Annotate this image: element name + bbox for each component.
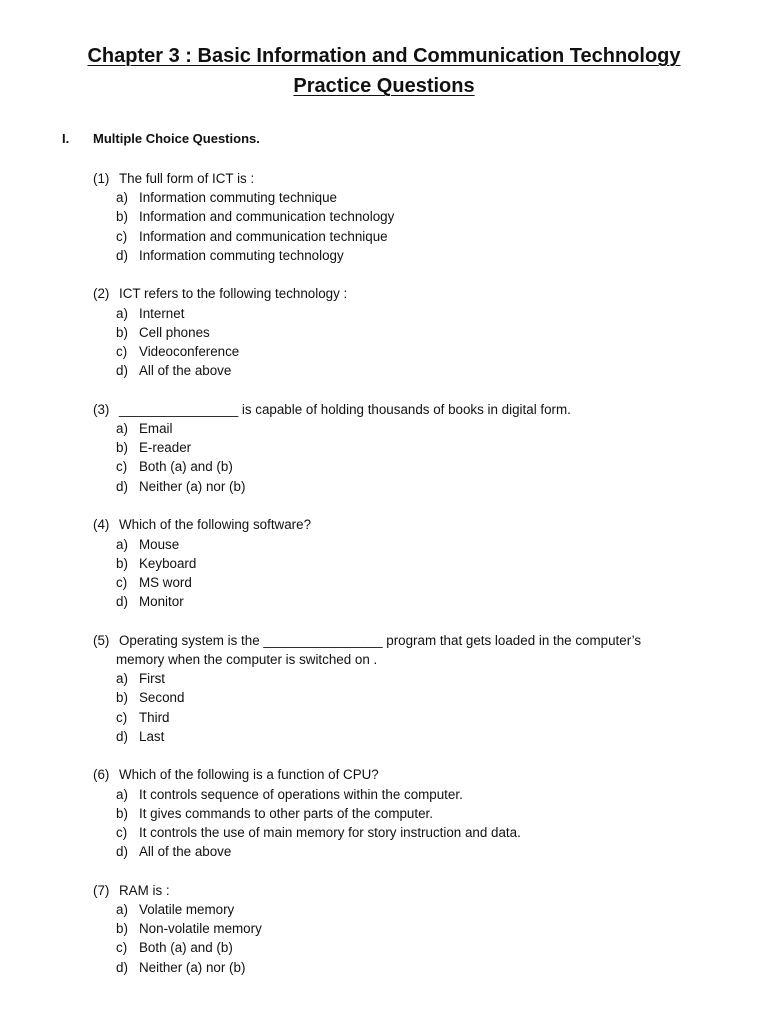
question-text: RAM is :	[119, 882, 170, 898]
option-letter: b)	[116, 209, 128, 225]
question-2	[0, 284, 768, 380]
option-text: Email	[139, 421, 173, 437]
option-c	[0, 573, 768, 592]
question-text: Operating system is the ________________ program that gets loaded in the computer’s	[119, 632, 642, 648]
option-text: Videoconference	[139, 344, 240, 359]
question-line	[0, 400, 768, 419]
option-letter: c)	[116, 228, 128, 244]
question-4	[0, 515, 768, 611]
option-d	[0, 477, 768, 496]
question-number: (4)	[93, 517, 110, 533]
option-text: All of the above	[139, 844, 232, 860]
option-letter: a)	[116, 536, 128, 552]
option-letter: d)	[116, 728, 128, 744]
option-a	[0, 785, 768, 804]
option-d	[0, 727, 768, 746]
option-letter: b)	[116, 921, 128, 937]
option-letter: d)	[116, 478, 128, 494]
option-letter: b)	[116, 555, 128, 571]
option-letter: b)	[116, 324, 128, 340]
question-continuation-line	[0, 650, 768, 669]
option-letter: c)	[116, 709, 128, 725]
option-letter: d)	[116, 363, 128, 379]
option-letter: c)	[116, 344, 128, 359]
question-line	[0, 881, 768, 900]
option-a	[0, 419, 768, 438]
option-text: Neither (a) nor (b)	[139, 478, 246, 494]
question-6	[0, 765, 768, 861]
question-5	[0, 631, 768, 746]
section-numeral: I.	[62, 131, 70, 146]
option-text: Keyboard	[139, 555, 197, 571]
option-letter: c)	[116, 824, 128, 840]
option-letter: b)	[116, 440, 128, 456]
option-text: Information commuting technique	[139, 190, 337, 206]
chapter-title: Chapter 3 : Basic Information and Communication Technology	[87, 45, 681, 67]
question-number: (2)	[93, 286, 110, 302]
option-letter: a)	[116, 421, 128, 437]
option-b	[0, 919, 768, 938]
option-letter: a)	[116, 902, 128, 917]
option-letter: d)	[116, 247, 128, 263]
question-text: ICT refers to the following technology :	[119, 286, 348, 302]
option-letter: d)	[116, 594, 128, 610]
question-line	[0, 631, 768, 650]
option-c	[0, 342, 768, 361]
option-text: All of the above	[139, 363, 232, 379]
question-number: (6)	[93, 767, 110, 783]
question-text: Which of the following software?	[119, 517, 312, 533]
option-letter: a)	[116, 786, 128, 802]
option-letter: c)	[116, 574, 128, 590]
question-7	[0, 881, 768, 977]
option-text: First	[139, 671, 166, 687]
question-text: ________________ is capable of holding thousands of books in digital form.	[119, 401, 571, 417]
option-text: Both (a) and (b)	[139, 940, 233, 956]
question-line	[0, 765, 768, 784]
option-d	[0, 361, 768, 380]
option-d	[0, 246, 768, 265]
question-number: (7)	[93, 882, 110, 898]
question-1	[0, 169, 768, 265]
option-d	[0, 592, 768, 611]
option-letter: b)	[116, 690, 128, 706]
option-text: Mouse	[139, 536, 180, 552]
option-c	[0, 457, 768, 476]
option-letter: a)	[116, 305, 128, 321]
option-a	[0, 669, 768, 688]
option-text: Information and communication technique	[139, 228, 388, 244]
option-text: It gives commands to other parts of the computer.	[139, 805, 433, 821]
option-letter: d)	[116, 959, 128, 975]
option-letter: b)	[116, 805, 128, 821]
option-text: MS word	[139, 574, 192, 590]
chapter-subtitle: Practice Questions	[293, 75, 475, 97]
option-text: Information and communication technology	[139, 209, 395, 225]
question-text: The full form of ICT is :	[119, 171, 255, 186]
option-text: Cell phones	[139, 324, 210, 340]
section-heading: Multiple Choice Questions.	[93, 131, 260, 146]
option-text: Second	[139, 690, 185, 706]
question-list	[0, 169, 768, 996]
option-b	[0, 554, 768, 573]
option-text: Non-volatile memory	[139, 921, 262, 937]
option-c	[0, 938, 768, 957]
option-d	[0, 842, 768, 861]
option-text: Last	[139, 728, 165, 744]
option-text: Both (a) and (b)	[139, 459, 233, 475]
option-letter: c)	[116, 459, 128, 475]
option-a	[0, 535, 768, 554]
option-text: It controls the use of main memory for story instruction and data.	[139, 824, 521, 840]
question-text: Which of the following is a function of CPU?	[119, 767, 379, 783]
option-b	[0, 804, 768, 823]
option-text: Volatile memory	[139, 902, 235, 917]
option-letter: c)	[116, 940, 128, 956]
option-text: Information commuting technology	[139, 247, 344, 263]
option-a	[0, 900, 768, 919]
question-line	[0, 284, 768, 303]
option-b	[0, 207, 768, 226]
option-b	[0, 323, 768, 342]
option-a	[0, 188, 768, 207]
question-number: (3)	[93, 401, 110, 417]
option-text: E-reader	[139, 440, 192, 456]
option-b	[0, 688, 768, 707]
option-c	[0, 823, 768, 842]
option-letter: d)	[116, 844, 128, 860]
option-b	[0, 438, 768, 457]
option-text: It controls sequence of operations within the computer.	[139, 786, 463, 802]
question-number: (5)	[93, 632, 110, 648]
option-d	[0, 958, 768, 977]
question-line	[0, 169, 768, 188]
option-c	[0, 227, 768, 246]
option-text: Monitor	[139, 594, 184, 610]
option-letter: a)	[116, 671, 128, 687]
option-letter: a)	[116, 190, 128, 206]
question-number: (1)	[93, 171, 110, 186]
question-text-continuation: memory when the computer is switched on .	[116, 651, 378, 667]
option-text: Internet	[139, 305, 185, 321]
question-3	[0, 400, 768, 496]
option-a	[0, 304, 768, 323]
question-line	[0, 515, 768, 534]
option-text: Neither (a) nor (b)	[139, 959, 246, 975]
option-c	[0, 708, 768, 727]
option-text: Third	[139, 709, 170, 725]
